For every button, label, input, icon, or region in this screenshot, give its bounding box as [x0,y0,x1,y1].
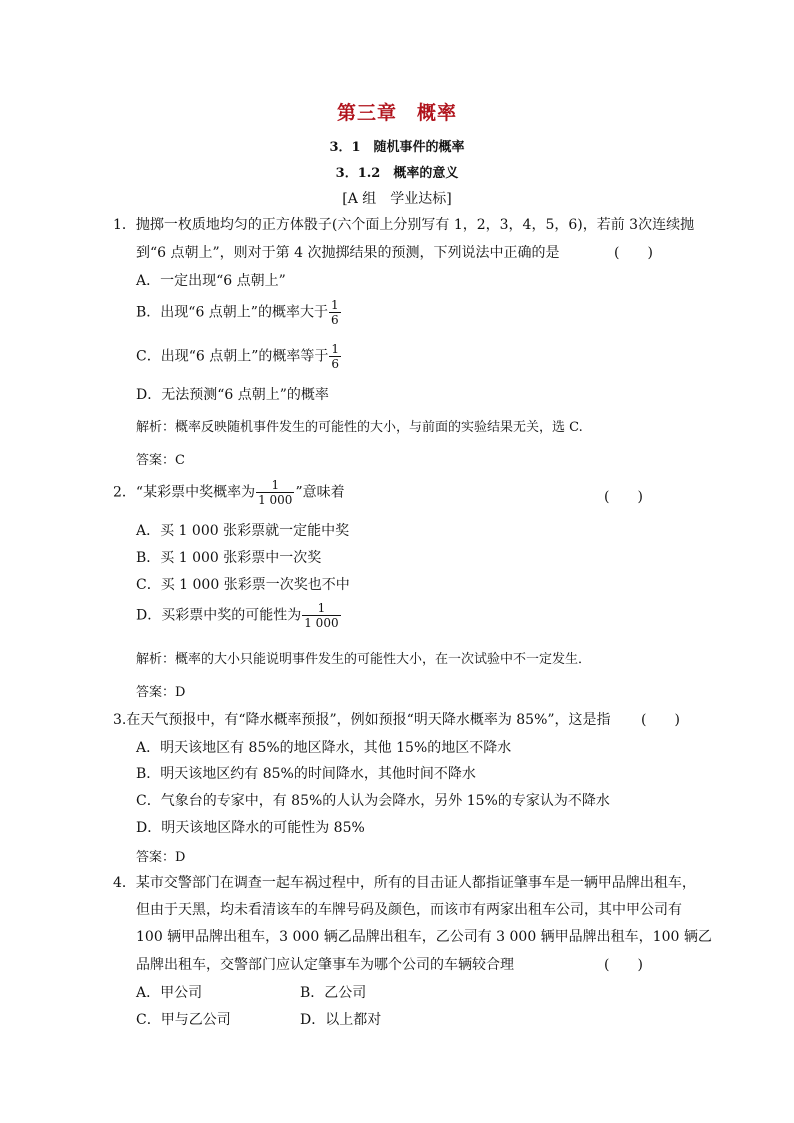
subsection-title: 3．1.2 概率的意义 [335,166,459,181]
section-title: 3．1 随机事件的概率 [329,140,465,155]
fraction-denominator: 6 [331,357,340,371]
q1-analysis: 解析：概率反映随机事件发生的可能性的大小，与前面的实验结果无关，选 C. [136,420,583,435]
q4-option-a: A．甲公司 [136,985,203,1001]
q2-stem-post: ”意味着 [295,484,345,501]
q2-option-c: C．买 1 000 张彩票一次奖也不中 [136,577,350,593]
q1-answer-paren: ( ) [614,245,653,261]
group-label: [A 组 学业达标] [342,191,452,207]
chapter-title: 第三章 概率 [336,102,457,124]
q4-line2: 但由于天黑，均未看清该车的车牌号码及颜色，而该市有两家出租车公司，其中甲公司有 [136,902,682,918]
q3-option-b: B．明天该地区约有 85%的时间降水，其他时间不降水 [136,766,476,782]
q3-stem: 3.在天气预报中，有“降水概率预报”，例如预报“明天降水概率为 85%”，这是指 [113,712,611,728]
q3-answer: 答案：D [136,850,186,865]
q2-analysis: 解析：概率的大小只能说明事件发生的可能性大小，在一次试验中不一定发生． [136,652,592,667]
q4-line3: 100 辆甲品牌出租车，3 000 辆乙品牌出租车，乙公司有 3 000 辆甲品牌出租车，100 辆乙 [136,929,712,945]
fraction-denominator: 1 000 [258,493,293,507]
q1-option-a: A．一定出现“6 点朝上” [136,273,286,289]
q4-option-b: B．乙公司 [300,985,367,1001]
fraction-denominator: 1 000 [304,616,339,630]
q2-stem-pre: 2．“某彩票中奖概率为 [113,484,256,501]
q2-answer: 答案：D [136,685,186,700]
q3-option-d: D．明天该地区降水的可能性为 85% [136,820,365,836]
q4-line4: 品牌出租车，交警部门应认定肇事车为哪个公司的车辆较合理 [136,957,514,973]
q1-option-d: D．无法预测“6 点朝上”的概率 [136,387,329,403]
fraction-numerator: 1 [317,601,326,615]
q3-option-c: C．气象台的专家中，有 85%的人认为会降水，另外 15%的专家认为不降水 [136,793,610,809]
q3-answer-paren: ( ) [641,712,680,728]
q2-option-d-text: D．买彩票中奖的可能性为 [136,607,302,624]
q1-line1: 1．抛掷一枚质地均匀的正方体骰子(六个面上分别写有 1，2，3，4，5，6)，若前 3次连续抛 [113,217,695,233]
q2-option-b: B．买 1 000 张彩票中一次奖 [136,550,322,566]
fraction-numerator: 1 [271,478,280,492]
q1-line2: 到“6 点朝上”，则对于第 4 次抛掷结果的预测，下列说法中正确的是 [136,245,560,261]
q2-option-d [136,601,342,630]
fraction-numerator: 1 [330,298,339,312]
q2-stem-fraction [256,478,294,507]
q1-option-c-fraction [329,342,341,371]
q2-option-a: A．买 1 000 张彩票就一定能中奖 [136,523,350,539]
q1-option-c [136,342,342,371]
q2-answer-paren: ( ) [604,489,643,505]
q4-option-d: D．以上都对 [300,1012,382,1028]
q4-option-c: C．甲与乙公司 [136,1012,231,1028]
fraction-denominator: 6 [330,313,339,327]
q1-option-c-text: C．出现“6 点朝上”的概率等于 [136,348,329,365]
q3-option-a: A．明天该地区有 85%的地区降水，其他 15%的地区不降水 [136,740,512,756]
q2-stem [113,478,345,507]
q1-option-b [136,298,342,327]
q4-line1: 4．某市交警部门在调查一起车祸过程中，所有的目击证人都指证肇事车是一辆甲品牌出租车， [113,875,696,891]
q1-option-b-fraction [329,298,341,327]
q1-option-b-text: B．出现“6 点朝上”的概率大于 [136,304,328,321]
q2-option-d-fraction [302,601,340,630]
q1-answer: 答案：C [136,453,185,468]
q4-answer-paren: ( ) [604,957,643,973]
fraction-numerator: 1 [331,342,340,356]
